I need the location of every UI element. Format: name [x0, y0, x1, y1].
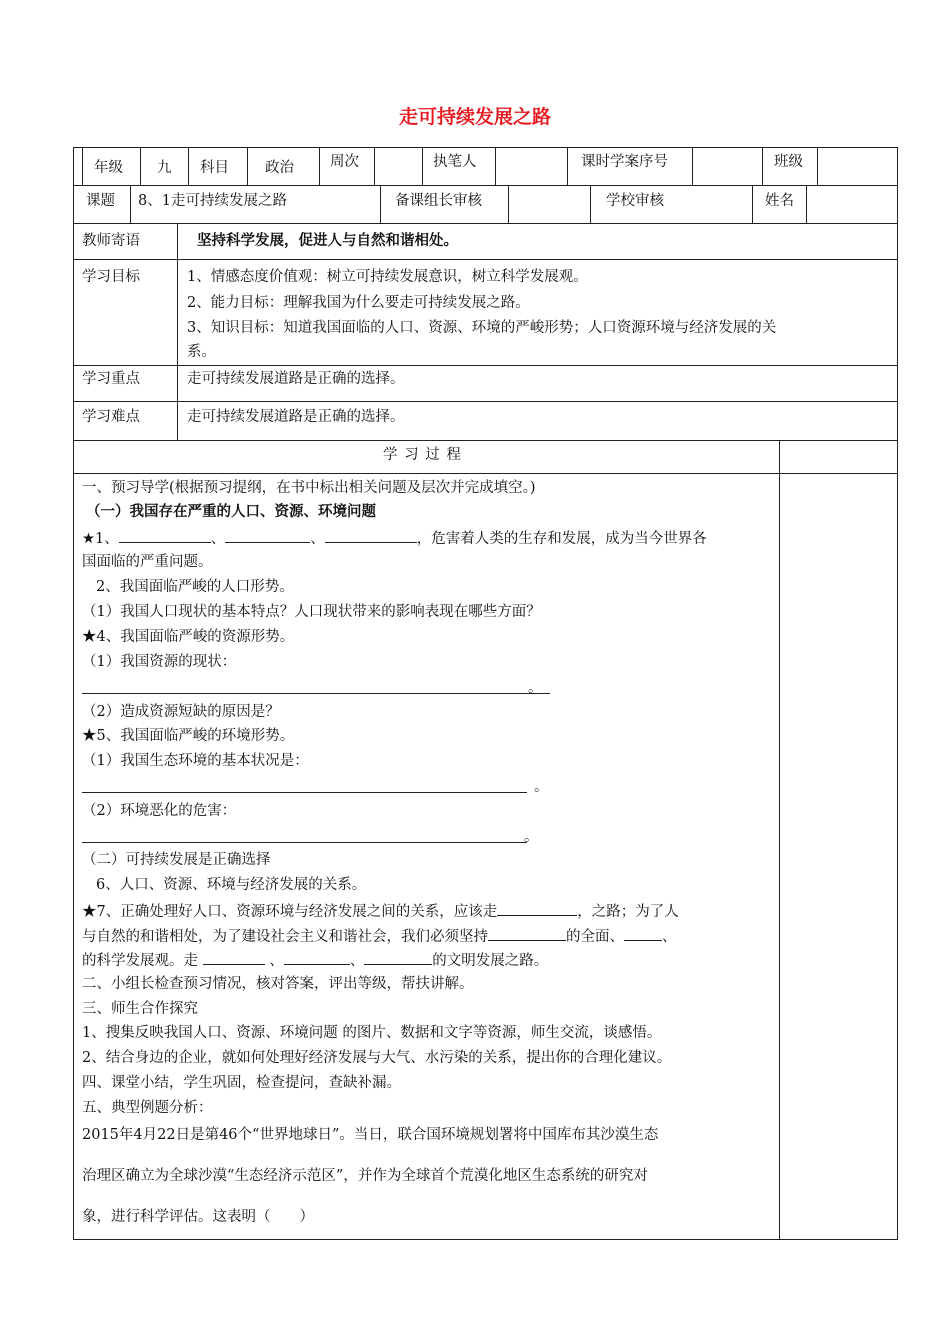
- difficulty-label: 学习难点: [82, 409, 140, 425]
- cell-divider: [762, 147, 763, 185]
- answer-blank[interactable]: [497, 901, 577, 916]
- cell-divider: [380, 185, 381, 223]
- week-label: 周次: [330, 154, 359, 170]
- line-text: 的全面、: [566, 929, 624, 945]
- fill-in-line: [82, 901, 679, 921]
- cell-divider: [247, 147, 248, 185]
- body-line: （1）我国生态环境的基本状况是：: [82, 753, 309, 769]
- author-label: 执笔人: [433, 154, 477, 170]
- body-line: （1）我国人口现状的基本特点？人口现状带来的影响表现在哪些方面？: [82, 604, 541, 620]
- body-line: 1、搜集反映我国人口、资源、环境问题 的图片、数据和文字等资源，师生交流，谈感悟。: [82, 1025, 662, 1041]
- goals-label: 学习目标: [82, 269, 140, 285]
- body-line: 2015年4月22日是第46个“世界地球日”。当日，联合国环境规划署将中国库布其沙漠生态: [82, 1127, 659, 1143]
- section-heading: （一）我国存在严重的人口、资源、环境问题: [86, 504, 376, 520]
- name-label: 姓名: [765, 193, 794, 209]
- cell-divider: [495, 147, 496, 185]
- topic-value: 8、1走可持续发展之路: [138, 193, 287, 209]
- cell-divider: [140, 147, 141, 185]
- line-end: 。: [534, 779, 549, 795]
- body-line: 治理区确立为全球沙漠“生态经济示范区”，并作为全球首个荒漠化地区生态系统的研究对: [82, 1168, 648, 1184]
- grade-label: 年级: [94, 160, 123, 176]
- separator: 、: [310, 531, 325, 547]
- answer-blank[interactable]: [325, 528, 417, 543]
- grade-value: 九: [157, 160, 172, 176]
- difficulty-text: 走可持续发展道路是正确的选择。: [187, 409, 405, 425]
- cell-divider: [508, 185, 509, 223]
- answer-line[interactable]: [82, 792, 527, 793]
- separator: 、: [210, 531, 226, 547]
- notes-column-divider: [779, 440, 780, 473]
- goal-line: 3、知识目标：知道我国面临的人口、资源、环境的严峻形势；人口资源环境与经济发展的关: [187, 320, 777, 336]
- subject-label: 科目: [200, 160, 229, 176]
- line-text: ，之路；为了人: [577, 904, 679, 920]
- line-text: 、: [349, 953, 365, 969]
- cell-divider: [806, 185, 807, 223]
- answer-blank[interactable]: [203, 950, 265, 965]
- line-text: 与自然的和谐相处，为了建设社会主义和谐社会，我们必须坚持: [82, 929, 488, 945]
- row-divider: [73, 259, 898, 260]
- cell-divider: [319, 147, 320, 185]
- teacher-note-text: 坚持科学发展，促进人与自然和谐相处。: [197, 233, 458, 249]
- cell-divider: [692, 147, 693, 185]
- section-heading: （二）可持续发展是正确选择: [82, 852, 271, 868]
- cell-divider: [188, 147, 189, 185]
- body-line: 6、人口、资源、环境与经济发展的关系。: [96, 877, 367, 893]
- body-line: ★4、我国面临严峻的资源形势。: [82, 629, 295, 645]
- body-line: ★5、我国面临严峻的环境形势。: [82, 728, 295, 744]
- school-review-label: 学校审核: [606, 193, 664, 209]
- body-line: 五、典型例题分析：: [82, 1100, 213, 1116]
- answer-blank[interactable]: [119, 528, 211, 543]
- class-label: 班级: [774, 154, 803, 170]
- key-point-text: 走可持续发展道路是正确的选择。: [187, 371, 405, 387]
- goal-line: 系。: [187, 344, 216, 360]
- row-divider: [73, 185, 898, 186]
- line-text: 的科学发展观。走: [82, 953, 203, 969]
- cell-divider: [752, 185, 753, 223]
- page-title: 走可持续发展之路: [398, 106, 551, 128]
- body-line: 2、我国面临严峻的人口形势。: [96, 579, 294, 595]
- body-line: 国面临的严重问题。: [82, 554, 213, 570]
- body-line: 2、结合身边的企业，就如何处理好经济发展与大气、水污染的关系，提出你的合理化建议。: [82, 1050, 672, 1066]
- section-heading: 三、师生合作探究: [82, 1001, 198, 1017]
- cell-divider: [590, 185, 591, 223]
- cell-divider: [567, 147, 568, 185]
- line-text: 、: [264, 953, 284, 969]
- fill-in-line: [82, 950, 548, 970]
- cell-divider: [422, 147, 423, 185]
- answer-blank[interactable]: [225, 528, 310, 543]
- subject-value: 政治: [265, 160, 294, 176]
- process-header: 学 习 过 程: [383, 447, 462, 463]
- goal-line: 1、情感态度价值观：树立可持续发展意识，树立科学发展观。: [187, 269, 588, 285]
- row-divider: [73, 401, 898, 402]
- answer-blank[interactable]: [624, 926, 662, 941]
- line-end: 。: [524, 829, 539, 845]
- answer-line[interactable]: [82, 842, 527, 843]
- answer-blank[interactable]: [284, 950, 350, 965]
- fill-in-line: [82, 528, 707, 548]
- notes-column-divider: [779, 473, 780, 1240]
- body-line: （2）造成资源短缺的原因是？: [82, 704, 280, 720]
- plan-number-label: 课时学案序号: [581, 154, 668, 170]
- body-line: 一、预习导学(根据预习提纲，在书中标出相关问题及层次并完成填空。): [82, 480, 536, 496]
- key-point-label: 学习重点: [82, 371, 140, 387]
- cell-divider: [374, 147, 375, 185]
- body-line: （1）我国资源的现状：: [82, 654, 237, 670]
- row-divider: [73, 473, 898, 474]
- line-end: 。: [528, 680, 543, 696]
- cell-divider: [82, 147, 83, 185]
- answer-blank[interactable]: [488, 926, 566, 941]
- cell-divider: [817, 147, 818, 185]
- body-line: 二、小组长检查预习情况，核对答案，评出等级，帮扶讲解。: [82, 976, 474, 992]
- row-divider: [73, 440, 898, 441]
- group-review-label: 备课组长审核: [395, 193, 482, 209]
- line-suffix: ，危害着人类的生存和发展，成为当今世界各: [416, 531, 707, 547]
- body-line: 四、课堂小结，学生巩固，检查提问，查缺补漏。: [82, 1075, 401, 1091]
- fill-in-line: [82, 926, 677, 946]
- goal-line: 2、能力目标：理解我国为什么要走可持续发展之路。: [187, 295, 530, 311]
- line-text: 的文明发展之路。: [432, 953, 549, 969]
- row-divider: [73, 223, 898, 224]
- body-line: 象，进行科学评估。这表明（ ）: [82, 1209, 314, 1225]
- line-prefix: ★1、: [82, 531, 119, 547]
- label-column-divider: [177, 223, 178, 440]
- line-text: ★7、正确处理好人口、资源环境与经济发展之间的关系，应该走: [82, 904, 498, 920]
- body-line: （2）环境恶化的危害：: [82, 803, 237, 819]
- row-divider: [73, 365, 898, 366]
- answer-line[interactable]: [82, 693, 550, 694]
- teacher-note-label: 教师寄语: [82, 233, 140, 249]
- cell-divider: [130, 185, 131, 223]
- topic-label: 课题: [86, 193, 115, 209]
- line-text: 、: [662, 929, 677, 945]
- answer-blank[interactable]: [364, 950, 432, 965]
